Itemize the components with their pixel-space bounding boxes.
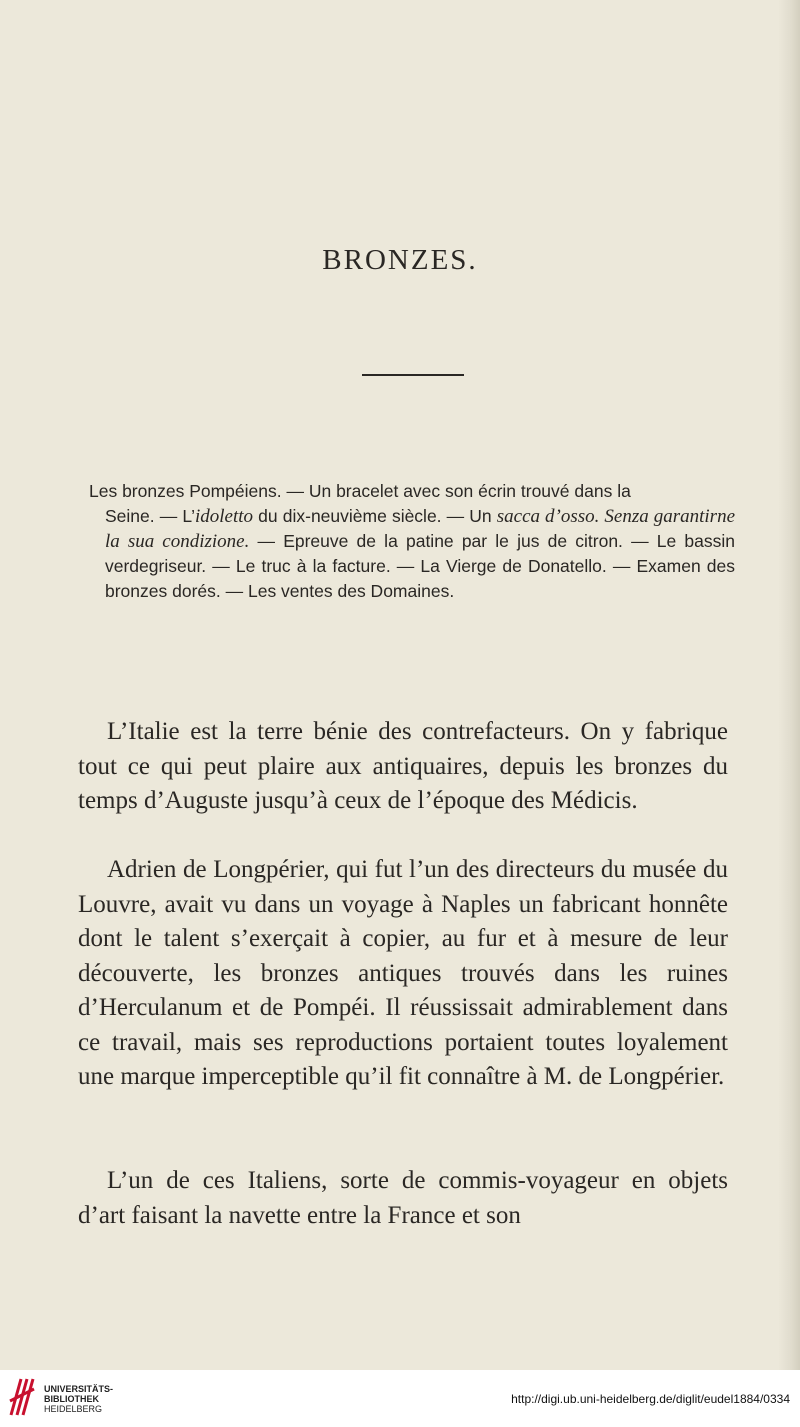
body-paragraph: Adrien de Longpérier, qui fut l’un des directeurs du musée du Louvre, avait vu dans un voyage à Naples un fabricant honnête dont le talent s’exerçait à copier, au fur et à mesure de leur découverte, les bronzes antiques trouvés dans les ruines d’Herculanum et de Pompéi. Il réussissait admirablement dans ce travail, mais ses reproductions portaient toutes loyalement une marque imperceptible qu’il fit connaître à M. de Longpérier. xyxy=(78,856,728,1090)
library-name xyxy=(44,1384,113,1414)
chapter-summary xyxy=(89,479,735,604)
library-name-line: BIBLIOTHEK xyxy=(44,1394,99,1404)
summary-italic-text: idoletto xyxy=(195,506,254,527)
library-name-line: UNIVERSITÄTS- xyxy=(44,1384,114,1394)
title-divider xyxy=(362,374,464,376)
body-paragraph: L’un de ces Italiens, sorte de commis-voyageur en objets d’art faisant la navette entre la France et son xyxy=(78,1167,728,1229)
summary-first-line: Les bronzes Pompéiens. — Un bracelet avec son écrin trouvé dans la xyxy=(89,481,631,501)
summary-text: — Epreuve de la patine par le jus de citron. — Le bassin verdegriseur. — Le truc à la facture. — La Vierge de Donatello. — Examen des bronzes dorés. — Les ventes des Domaines. xyxy=(105,531,735,601)
summary-text: du dix-neuvième siècle. — Un xyxy=(253,506,497,526)
summary-italic-text: sacca d’osso. Senza garantirne la sua condizione. xyxy=(105,506,735,552)
summary-continuation xyxy=(89,504,735,604)
page-gutter-shadow xyxy=(778,0,800,1370)
university-library-logo-icon[interactable] xyxy=(8,1375,38,1419)
chapter-title: BRONZES. xyxy=(322,244,478,276)
summary-text: Seine. — L’ xyxy=(105,506,195,526)
body-paragraph: L’Italie est la terre bénie des contrefacteurs. On y fabrique tout ce qui peut plaire aux antiquaires, depuis les bronzes du temps d’Auguste jusqu’à ceux de l’époque des Médicis. xyxy=(78,718,728,814)
permalink-url[interactable]: http://digi.ub.uni-heidelberg.de/diglit/eudel1884/0334 xyxy=(511,1392,790,1406)
library-name-line: HEIDELBERG xyxy=(44,1404,103,1414)
